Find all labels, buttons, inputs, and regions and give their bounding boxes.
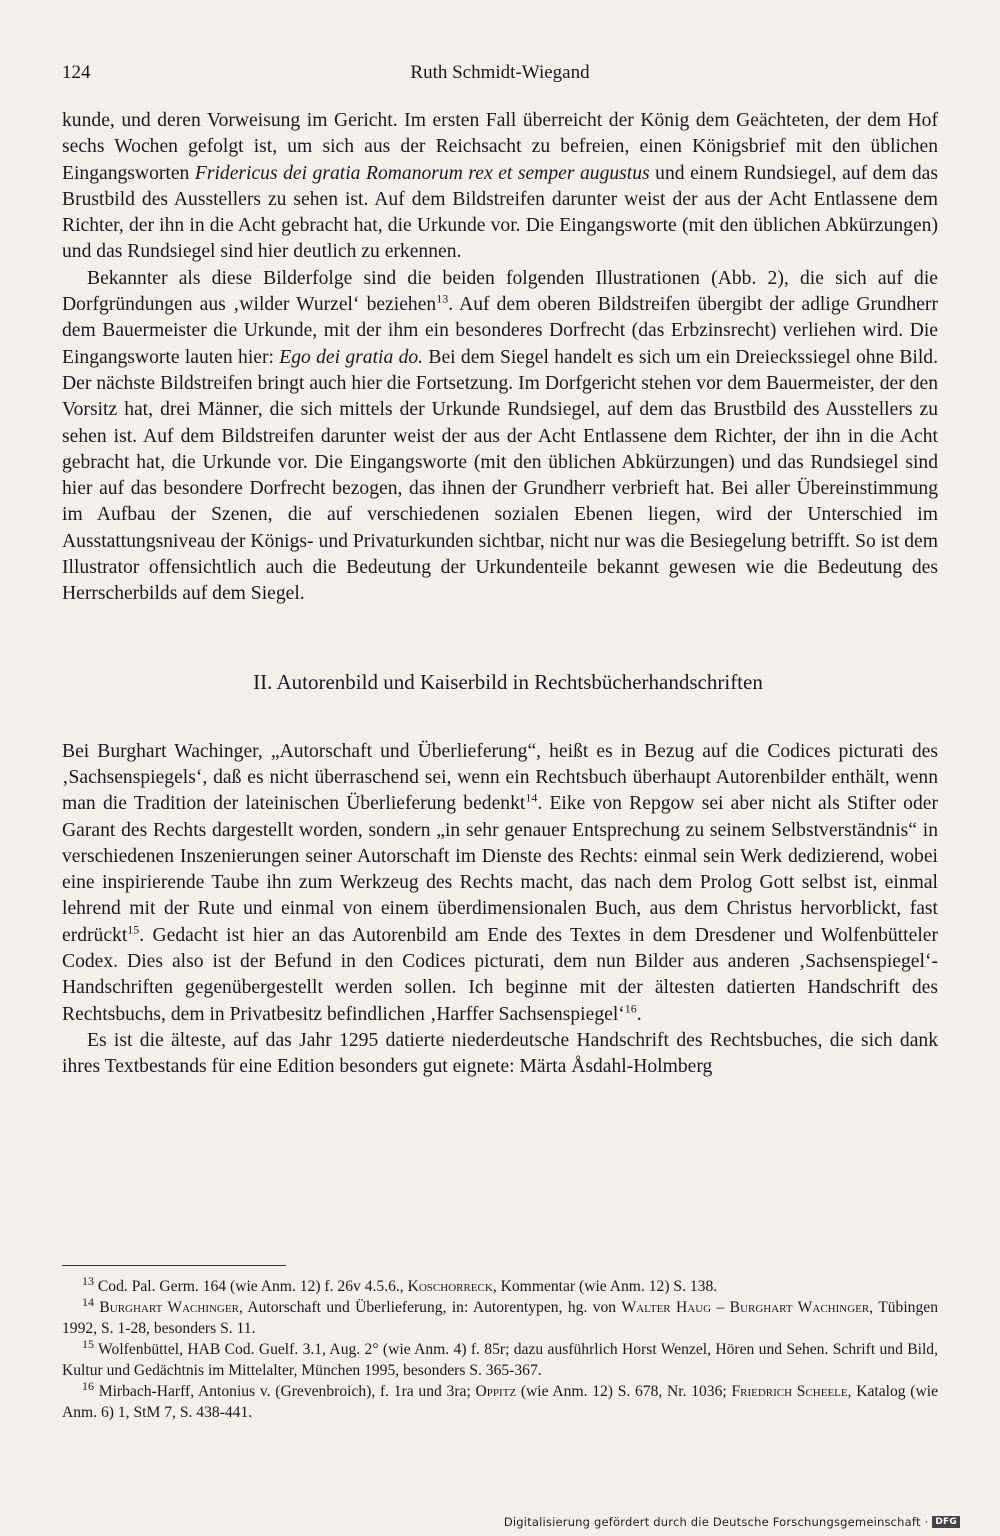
funding-notice bbox=[504, 1514, 960, 1530]
footnote-16-text-a: Mirbach-Harff, Antonius v. (Grevenbroich), f. 1ra und 3ra; bbox=[94, 1383, 476, 1400]
running-head bbox=[62, 62, 938, 92]
footnote-16-text-b: (wie Anm. 12) S. 678, Nr. 1036; bbox=[516, 1383, 732, 1400]
latin-formula-ego: Ego dei gratia do. bbox=[279, 346, 424, 368]
footnote-14 bbox=[62, 1294, 938, 1339]
footnote-ref-15[interactable]: 15 bbox=[127, 922, 140, 937]
body-text bbox=[62, 108, 938, 1081]
paragraph-1-text-c: und einem Rundsiegel, auf dem das Brustbild des Ausstellers zu sehen ist. Auf dem Bildstreifen darunter weist der aus der Acht Entlassene dem Richter, der ihn in die Acht gebracht hat, die Urkunde vor. Die Eingangsworte (mit den üblichen Abkürzungen) und das Rundsiegel sind hier deutlich zu erkennen. bbox=[62, 162, 938, 263]
footnote-15 bbox=[62, 1336, 938, 1381]
footnote-13-text-b: , Kommentar (wie Anm. 12) S. 138. bbox=[492, 1278, 718, 1295]
footnote-16 bbox=[62, 1378, 939, 1423]
latin-formula-frideric: Fridericus dei gratia Romanorum rex et semper augustus bbox=[194, 162, 650, 184]
footnote-16-text-c: , Katalog (wie Anm. 6) 1, StM 7, S. 438-441. bbox=[62, 1383, 939, 1421]
paragraph-3 bbox=[62, 739, 938, 1028]
footnote-14-editors: Walter Haug – Burghart Wachinger bbox=[621, 1299, 870, 1316]
footnote-number-14: 14 bbox=[82, 1294, 94, 1309]
paragraph-3-text-d: . bbox=[636, 1003, 642, 1025]
footnote-14-text-b: , Tübingen 1992, S. 1-28, besonders S. 11. bbox=[62, 1299, 938, 1337]
footnote-ref-13[interactable]: 13 bbox=[436, 291, 449, 306]
footnote-13-author: Koschorreck bbox=[407, 1278, 493, 1295]
funding-text: Digitalisierung gefördert durch die Deutsche Forschungsgemeinschaft · bbox=[503, 1515, 929, 1529]
running-head-author: Ruth Schmidt-Wiegand bbox=[410, 62, 590, 83]
paragraph-3-text-c: . Gedacht ist hier an das Autorenbild am Ende des Textes in dem Dresdener und Wolfenbütteler Codex. Dies also ist der Befund in den Codices picturati, dem nun Bilder aus anderen ‚Sachsenspiegel‘-Handschriften gegenübergestellt werden sollen. Ich beginne mit der ältesten datierten Handschrift des Rechtsbuchs, dem in Privatbesitz befindlichen ‚Harffer Sachsenspiegel‘ bbox=[62, 924, 938, 1025]
paragraph-4: Es ist die älteste, auf das Jahr 1295 datierte niederdeutsche Handschrift des Rechtsbuches, die sich dank ihres Textbestands für eine Edition besonders gut eignete: Märta Åsdahl-Holmberg bbox=[62, 1029, 938, 1078]
section-heading: II. Autorenbild und Kaiserbild in Rechtsbücherhandschriften bbox=[253, 669, 763, 694]
footnote-ref-14[interactable]: 14 bbox=[525, 790, 538, 805]
paragraph-2-text-a: Bekannter als diese Bilderfolge sind die beiden folgenden Illustrationen (Abb. 2), die sich auf die Dorfgründungen aus ‚wilder Wurzel‘ beziehen bbox=[62, 267, 938, 316]
dfg-logo: DFG bbox=[932, 1516, 960, 1528]
footnote-13 bbox=[62, 1273, 938, 1297]
paragraph-2-text-d: Bei dem Siegel handelt es sich um ein Dreieckssiegel ohne Bild. Der nächste Bildstreifen bringt auch hier die Fortsetzung. Im Dorfgericht stehen vor dem Bauermeister, der den Vorsitz hat, drei Männer, die sich mittels der Urkunde Rundsiegel, auf dem das Brustbild des Ausstellers zu sehen ist. Auf dem Bildstreifen darunter weist der aus der Acht Entlassene dem Richter, der ihn in die Acht gebracht hat, die Urkunde vor. Die Eingangsworte (mit den üblichen Abkürzungen) und das Rundsiegel sind hier auf das besondere Dorfrecht bezogen, das ihnen der Grundherr verbrieft hat. Bei aller Übereinstimmung im Aufbau der Szenen, die auf verschiedenen sozialen Ebenen liegen, wird der Unterschied im Ausstattungsniveau der Königs- und Privaturkunden sichtbar, nicht nur was die Besiegelung betrifft. So ist dem Illustrator offensichtlich auch die Bedeutung der Urkundenteile bekannt gewesen wie die Bedeutung des Herrscherbilds auf dem Siegel. bbox=[62, 346, 939, 605]
footnote-16-author-2: Friedrich Scheele bbox=[731, 1383, 848, 1400]
footnote-15-text: Wolfenbüttel, HAB Cod. Guelf. 3.1, Aug. 2° (wie Anm. 4) f. 85r; dazu ausführlich Horst Wenzel, Hören und Sehen. Schrift und Bild, Kultur und Gedächtnis im Mittelalter, München 1995, besonders S. 365-367. bbox=[62, 1341, 938, 1379]
footnote-ref-16[interactable]: 16 bbox=[624, 1001, 637, 1016]
paragraph-3-text-b: . Eike von Repgow sei aber nicht als Stifter oder Garant des Rechts dargestellt worden, sondern „in sehr genauer Entsprechung zu seinem Selbstverständnis“ in verschiedenen Inszenierungen seiner Autorschaft im Dienste des Rechts: einmal sein Werk dedizierend, wobei eine inspirierende Taube ihn zum Werkzeug des Rechts macht, das nach dem Prolog Gott selbst ist, einmal lehrend mit der Rute und einmal von einem überdimensionalen Buch, aus dem Christus hervorblickt, fast erdrückt bbox=[62, 793, 938, 946]
footnote-number-16: 16 bbox=[82, 1378, 94, 1393]
footnote-16-author-1: Oppitz bbox=[475, 1383, 517, 1400]
paragraph-2 bbox=[62, 266, 938, 608]
footnote-number-13: 13 bbox=[82, 1273, 94, 1288]
footnote-14-text-a: , Autorschaft und Überlieferung, in: Autorentypen, hg. von bbox=[238, 1299, 622, 1316]
footnote-divider bbox=[62, 1265, 286, 1266]
footnotes bbox=[62, 1273, 939, 1423]
paragraph-2-text-b: . Auf dem oberen Bildstreifen übergibt der adlige Grundherr dem Bauermeister die Urkunde, mit der ihm ein besonderes Dorfrecht (das Erbzinsrecht) verliehen wird. Die Eingangsworte lauten hier: bbox=[62, 294, 938, 368]
footnote-number-15: 15 bbox=[82, 1336, 94, 1351]
paragraph-1-text-a: kunde, und deren Vorweisung im Gericht. Im ersten Fall überreicht der König dem Geächteten, der dem Hof sechs Wochen gefolgt ist, um sich aus der Reichsacht zu befreien, einen Königsbrief mit den üblichen Eingangsworten bbox=[62, 110, 938, 184]
paragraph-1 bbox=[62, 108, 938, 266]
paragraph-3-text-a: Bei Burghart Wachinger, „Autorschaft und Überlieferung“, heißt es in Bezug auf die Codices picturati des ‚Sachsenspiegels‘, daß es nicht überraschend sei, wenn ein Rechtsbuch überhaupt Autorenbilder enthält, wenn man die Tradition der lateinischen Überlieferung bedenkt bbox=[62, 740, 938, 815]
footnote-13-text-a: Cod. Pal. Germ. 164 (wie Anm. 12) f. 26v 4.5.6., bbox=[94, 1278, 408, 1295]
footnote-14-author: Burghart Wachinger bbox=[94, 1299, 239, 1316]
page-number: 124 bbox=[62, 62, 91, 83]
